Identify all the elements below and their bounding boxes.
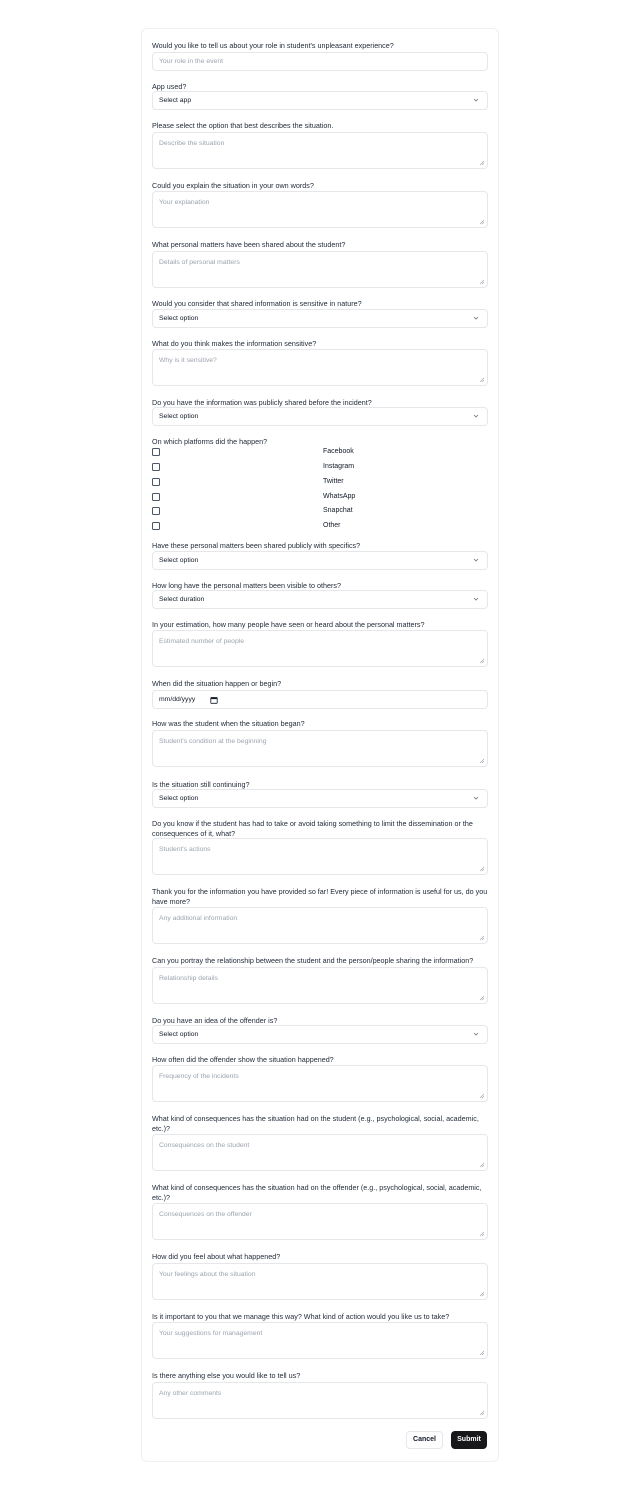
sensitive-why-placeholder: Why is it sensitive? [159, 357, 217, 364]
question-platforms-label: On which platforms did the happen? [152, 437, 268, 446]
explanation-textarea[interactable] [152, 191, 488, 228]
checkbox-twitter[interactable] [152, 478, 160, 486]
anything-else-textarea[interactable] [152, 1382, 488, 1419]
question-consequences-student-label: What kind of consequences has the situation had on the student (e.g., psychological, social, academic, etc.)? [152, 1114, 479, 1133]
continuing-select[interactable] [152, 789, 488, 808]
chevron-down-icon [472, 314, 480, 322]
consequences-student-textarea[interactable] [152, 1134, 488, 1171]
checkbox-label-twitter: Twitter [323, 478, 344, 485]
calendar-icon[interactable] [210, 696, 218, 704]
duration-select-value: Select duration [159, 596, 205, 603]
question-feelings-label: How did you feel about what happened? [152, 1252, 281, 1261]
date-input[interactable] [152, 690, 488, 709]
question-student-condition-label: How was the student when the situation began? [152, 719, 305, 728]
resize-handle-icon [479, 1350, 485, 1356]
submit-button[interactable]: Submit [451, 1431, 487, 1449]
offender-select-value: Select option [159, 1031, 199, 1038]
frequency-textarea[interactable] [152, 1065, 488, 1102]
resize-handle-icon [479, 160, 485, 166]
specifics-select[interactable] [152, 551, 488, 570]
resize-handle-icon [479, 377, 485, 383]
resize-handle-icon [479, 1093, 485, 1099]
checkbox-label-snapchat: Snapchat [323, 507, 353, 514]
checkbox-whatsapp[interactable] [152, 493, 160, 501]
publicly-shared-select-value: Select option [159, 413, 199, 420]
app-select[interactable] [152, 91, 488, 110]
question-more-info-label: Thank you for the information you have provided so far! Every piece of information is useful for us, do you have more? [152, 887, 488, 906]
resize-handle-icon [479, 279, 485, 285]
question-consequences-offender-label: What kind of consequences has the situation had on the offender (e.g., psychological, social, academic, etc.)? [152, 1183, 482, 1202]
resize-handle-icon [479, 1291, 485, 1297]
student-condition-placeholder: Student's condition at the beginning [159, 738, 267, 745]
consequences-offender-textarea[interactable] [152, 1203, 488, 1240]
question-role-label: Would you like to tell us about your role in student's unpleasant experience? [152, 41, 394, 50]
sensitive-select[interactable] [152, 309, 488, 328]
anything-else-placeholder: Any other comments [159, 1390, 222, 1397]
consequences-student-placeholder: Consequences on the student [159, 1142, 250, 1149]
role-input[interactable] [152, 52, 488, 71]
question-personal-matters-label: What personal matters have been shared about the student? [152, 240, 346, 249]
situation-placeholder: Describe the situation [159, 140, 225, 147]
chevron-down-icon [472, 96, 480, 104]
question-offender-label: Do you have an idea of the offender is? [152, 1016, 278, 1025]
people-count-textarea[interactable] [152, 630, 488, 667]
question-situation-label: Please select the option that best describes the situation. [152, 121, 334, 130]
management-placeholder: Your suggestions for management [159, 1330, 263, 1337]
question-management-label: Is it important to you that we manage this way? What kind of action would you like us to take? [152, 1312, 450, 1321]
cancel-button[interactable]: Cancel [406, 1431, 443, 1449]
personal-matters-textarea[interactable] [152, 251, 488, 288]
chevron-down-icon [472, 556, 480, 564]
frequency-placeholder: Frequency of the incidents [159, 1073, 239, 1080]
specifics-select-value: Select option [159, 557, 199, 564]
checkbox-other[interactable] [152, 522, 160, 530]
chevron-down-icon [472, 794, 480, 802]
question-sensitive-why-label: What do you think makes the information sensitive? [152, 339, 317, 348]
question-relationship-label: Can you portray the relationship between the student and the person/people sharing the information? [152, 956, 474, 965]
question-app-label: App used? [152, 82, 187, 91]
student-condition-textarea[interactable] [152, 730, 488, 767]
question-publicly-shared-label: Do you have the information was publicly shared before the incident? [152, 398, 372, 407]
checkbox-label-facebook: Facebook [323, 448, 354, 455]
app-select-value: Select app [159, 97, 192, 104]
resize-handle-icon [479, 995, 485, 1001]
resize-handle-icon [479, 1162, 485, 1168]
resize-handle-icon [479, 1410, 485, 1416]
management-textarea[interactable] [152, 1322, 488, 1359]
more-info-textarea[interactable] [152, 907, 488, 944]
student-actions-textarea[interactable] [152, 838, 488, 875]
question-explanation-label: Could you explain the situation in your own words? [152, 181, 314, 190]
feelings-placeholder: Your feelings about the situation [159, 1271, 256, 1278]
resize-handle-icon [479, 1231, 485, 1237]
checkbox-facebook[interactable] [152, 448, 160, 456]
question-specifics-label: Have these personal matters been shared publicly with specifics? [152, 541, 361, 550]
checkbox-snapchat[interactable] [152, 507, 160, 515]
question-anything-else-label: Is there anything else you would like to tell us? [152, 1371, 301, 1380]
date-value: mm/dd/yyyy [159, 696, 196, 703]
people-count-placeholder: Estimated number of people [159, 638, 245, 645]
feelings-textarea[interactable] [152, 1263, 488, 1300]
more-info-placeholder: Any additional information [159, 915, 238, 922]
chevron-down-icon [472, 1030, 480, 1038]
explanation-placeholder: Your explanation [159, 199, 210, 206]
relationship-textarea[interactable] [152, 967, 488, 1004]
checkbox-label-other: Other [323, 522, 341, 529]
publicly-shared-select[interactable] [152, 407, 488, 426]
checkbox-instagram[interactable] [152, 463, 160, 471]
question-continuing-label: Is the situation still continuing? [152, 780, 250, 789]
continuing-select-value: Select option [159, 795, 199, 802]
question-duration-label: How long have the personal matters been visible to others? [152, 581, 341, 590]
sensitive-why-textarea[interactable] [152, 349, 488, 386]
resize-handle-icon [479, 866, 485, 872]
duration-select[interactable] [152, 590, 488, 609]
chevron-down-icon [472, 595, 480, 603]
resize-handle-icon [479, 758, 485, 764]
question-date-label: When did the situation happen or begin? [152, 679, 282, 688]
resize-handle-icon [479, 658, 485, 664]
offender-select[interactable] [152, 1025, 488, 1044]
consequences-offender-placeholder: Consequences on the offender [159, 1211, 252, 1218]
question-student-actions-label: Do you know if the student has had to take or avoid taking something to limit the dissemination or the consequences of it, what? [152, 819, 473, 838]
resize-handle-icon [479, 219, 485, 225]
student-actions-placeholder: Student's actions [159, 846, 211, 853]
chevron-down-icon [472, 412, 480, 420]
role-placeholder: Your role in the event [159, 58, 223, 65]
checkbox-label-instagram: Instagram [323, 463, 355, 470]
question-frequency-label: How often did the offender show the situation happened? [152, 1055, 334, 1064]
personal-matters-placeholder: Details of personal matters [159, 259, 240, 266]
situation-textarea[interactable] [152, 132, 488, 169]
sensitive-select-value: Select option [159, 315, 199, 322]
resize-handle-icon [479, 935, 485, 941]
checkbox-label-whatsapp: WhatsApp [323, 493, 356, 500]
question-people-count-label: In your estimation, how many people have seen or heard about the personal matters? [152, 620, 425, 629]
question-sensitive-label: Would you consider that shared information is sensitive in nature? [152, 299, 362, 308]
relationship-placeholder: Relationship details [159, 975, 218, 982]
